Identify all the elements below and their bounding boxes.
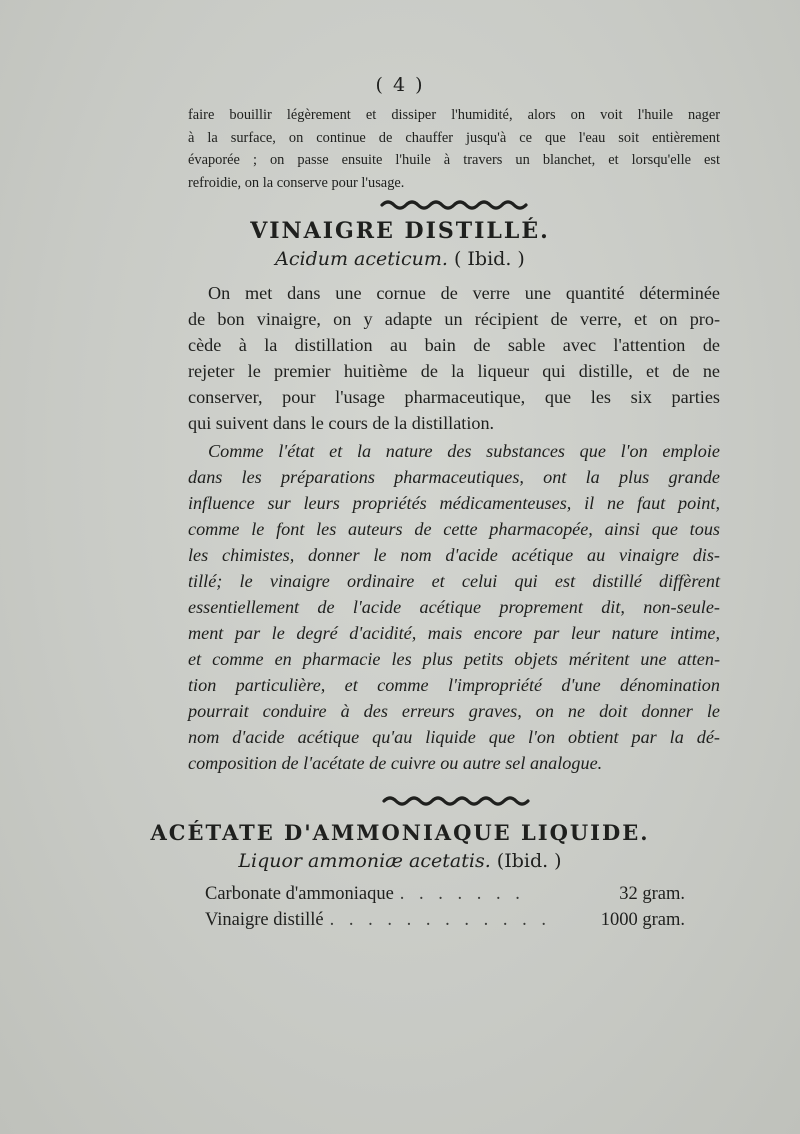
text-line: tillé; le vinaigre ordinaire et celui qui est distillé diffèrent bbox=[188, 571, 720, 591]
ingredient-name: Vinaigre distillé bbox=[205, 910, 324, 930]
section1-paragraph1 bbox=[188, 280, 720, 436]
text-line: de bon vinaigre, on y adapte un récipient de verre, et on pro- bbox=[188, 309, 720, 329]
section2-latin-name: Liquor ammoniæ acetatis. bbox=[238, 850, 491, 872]
section1-latin-name: Acidum aceticum. bbox=[275, 248, 448, 270]
text-line: qui suivent dans le cours de la distillation. bbox=[188, 413, 495, 433]
text-line: rejeter le premier huitième de la liqueur qui distille, et de ne bbox=[188, 361, 720, 381]
text-line: comme le font les auteurs de cette pharmacopée, ainsi que tous bbox=[188, 519, 720, 539]
section1-subtitle bbox=[0, 248, 800, 270]
section1-title: VINAIGRE DISTILLÉ. bbox=[250, 218, 550, 244]
text-line: composition de l'acétate de cuivre ou autre sel analogue. bbox=[188, 753, 603, 773]
ingredient-list bbox=[205, 884, 685, 936]
text-line: dans les préparations pharmaceutiques, ont la plus grande bbox=[188, 467, 720, 487]
intro-paragraph bbox=[188, 104, 720, 194]
text-line: à la surface, on continue de chauffer jusqu'à ce que l'eau soit entièrement bbox=[188, 129, 720, 146]
ingredient-quantity: 32 gram. bbox=[619, 884, 685, 904]
text-line: et comme en pharmacie les plus petits objets méritent une atten- bbox=[188, 649, 720, 669]
section2-title: ACÉTATE D'AMMONIAQUE LIQUIDE. bbox=[150, 820, 650, 845]
text-line: Comme l'état et la nature des substances que l'on emploie bbox=[208, 441, 720, 461]
text-line: faire bouillir légèrement et dissiper l'humidité, alors on voit l'huile nager bbox=[188, 107, 720, 123]
text-line: On met dans une cornue de verre une quantité déterminée bbox=[208, 283, 720, 303]
section1-paragraph2 bbox=[188, 438, 720, 776]
text-line: cède à la distillation au bain de sable avec l'attention de bbox=[188, 335, 720, 355]
leader-dots: . . . . . . . . . . . . bbox=[329, 910, 551, 930]
text-line: nom d'acide acétique qu'au liquide que l'on obtient par la dé- bbox=[188, 727, 720, 747]
text-line: conserver, pour l'usage pharmaceutique, que les six parties bbox=[188, 387, 720, 407]
section1-reference: ( Ibid. ) bbox=[453, 248, 525, 270]
ingredient-name: Carbonate d'ammoniaque bbox=[205, 884, 394, 904]
text-line: les chimistes, donner le nom d'acide acétique au vinaigre dis- bbox=[188, 545, 720, 565]
page-number: ( 4 ) bbox=[375, 74, 425, 96]
ingredient-quantity: 1000 gram. bbox=[600, 910, 685, 930]
leader-dots: . . . . . . . bbox=[399, 884, 525, 904]
ingredient-row bbox=[205, 910, 685, 936]
ornament-divider-1 bbox=[0, 196, 800, 216]
text-line: ment par le degré d'acidité, mais encore par leur nature intime, bbox=[188, 623, 720, 643]
ornament-divider-2 bbox=[0, 792, 800, 812]
text-line: essentiellement de l'acide acétique proprement dit, non-seule- bbox=[188, 597, 720, 617]
section2-subtitle bbox=[0, 850, 800, 872]
text-line: refroidie, on la conserve pour l'usage. bbox=[188, 174, 405, 191]
text-line: pourrait conduire à des erreurs graves, on ne doit donner le bbox=[188, 701, 720, 721]
text-line: influence sur leurs propriétés médicamenteuses, il ne faut point, bbox=[188, 493, 720, 513]
text-line: tion particulière, et comme l'impropriété d'une dénomination bbox=[188, 675, 720, 695]
ingredient-row bbox=[205, 884, 685, 910]
section2-reference: (Ibid. ) bbox=[496, 850, 562, 872]
text-line: évaporée ; on passe ensuite l'huile à travers un blanchet, et lorsqu'elle est bbox=[188, 152, 720, 169]
